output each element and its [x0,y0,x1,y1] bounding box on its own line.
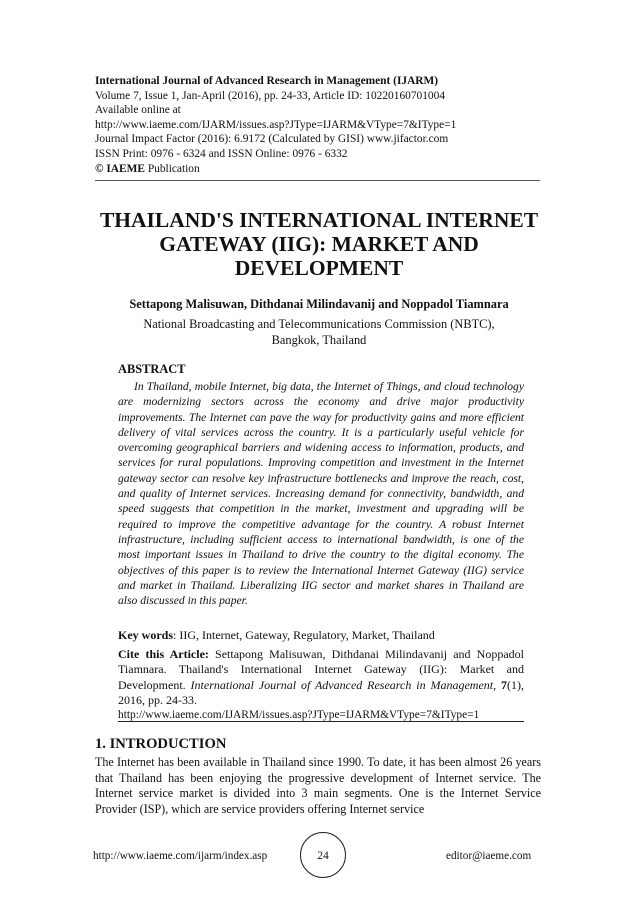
cite-text-1: Settapong Malisuwan, Dithdanai Milindavanij and Noppadol Tiamnara. Thailand's International Internet Gateway (IIG): Market and Development. [118,647,524,692]
keywords-text: : IIG, Internet, Gateway, Regulatory, Market, Thailand [173,628,435,642]
citation [118,647,524,723]
section-heading: 1. INTRODUCTION [95,736,227,752]
available-online: Available online at [95,104,181,117]
section-text: The Internet has been available in Thailand since 1990. To date, it has been almost 26 years that Thailand has been enjoying the progressive development of Internet service. The Internet service market is divided into 3 main segments. One is the Internet Service Provider (ISP), which are service providers offering Internet service [95,755,541,816]
affiliation-line-2: Bangkok, Thailand [271,333,367,347]
publisher [95,162,545,177]
journal-header [95,74,545,176]
cite-url[interactable]: http://www.iaeme.com/IJARM/issues.asp?JType=IJARM&VType=7&IType=1 [118,709,480,722]
cite-text-2: (1), 2016, pp. 24-33. [118,677,524,707]
affiliation-line-1: National Broadcasting and Telecommunications Commission (NBTC), [143,317,495,331]
keywords [118,628,524,643]
keywords-label: Key words [118,628,173,642]
abstract-text: In Thailand, mobile Internet, big data, the Internet of Things, and cloud technology are modernizing sectors across the economy and drive major productivity improvements. The Internet can pave the way for productivity gains and more efficient delivery of vital services across the country. It is a particularly useful vehicle for overcoming geographical barriers and widening access to information, products, and services for rural populations. Improving competition and investment in the Internet gateway sector can resolve key infrastructure bottlenecks and improve the reach, cost, and quality of Internet services. Increasing demand for connectivity, bandwidth, and speed suggests that competition in the market, investment and upgrading will be required to improve the competitive advantage for the country. A robust Internet infrastructure, including sufficient access to international bandwidth, is one of the most important issues in Thailand to drive the country to the digital economy. The objectives of this paper is to review the International Internet Gateway (IIG) service and market in Thailand. Liberalizing IIG sector and market shares in Thailand are also discussed in this paper. [118,380,524,608]
citation-divider [118,721,524,722]
cite-label: Cite this Article: [118,647,209,661]
paper-title: THAILAND'S INTERNATIONAL INTERNET GATEWAY (IIG): MARKET AND DEVELOPMENT [99,208,539,280]
abstract-heading: ABSTRACT [118,362,186,376]
page-number: 24 [300,832,346,878]
journal-name: International Journal of Advanced Research in Management (IJARM) [95,75,439,87]
publisher-mark: © IAEME [95,162,145,175]
cite-sep: , [493,677,501,692]
publisher-rest: Publication [144,162,200,175]
footer-email[interactable]: editor@iaeme.com [446,850,532,862]
author-list: Settapong Malisuwan, Dithdanai Milindavanij and Noppadol Tiamnara [129,297,509,311]
affiliation [110,316,528,348]
header-divider [95,180,540,181]
impact-factor: Journal Impact Factor (2016): 6.9172 (Calculated by GISI) www.jifactor.com [95,133,449,146]
cite-journal: International Journal of Advanced Research in Management [190,677,494,692]
footer-url[interactable]: http://www.iaeme.com/ijarm/index.asp [93,850,268,862]
cite-volume: 7 [501,677,507,692]
issue-url[interactable]: http://www.iaeme.com/IJARM/issues.asp?JType=IJARM&VType=7&IType=1 [95,118,457,131]
volume-info: Volume 7, Issue 1, Jan-April (2016), pp. 24-33, Article ID: 10220160701004 [95,89,446,102]
issn-info: ISSN Print: 0976 - 6324 and ISSN Online: 0976 - 6332 [95,147,348,160]
